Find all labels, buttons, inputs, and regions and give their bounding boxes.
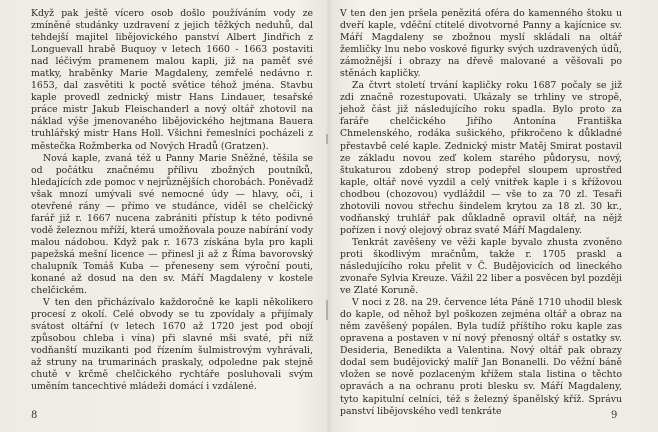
gutter-mark — [326, 300, 328, 320]
left-paragraph-3: V ten den přicházívalo každoročně ke kapli několikero procesí z okolí. Celé obvody se tu zpovídaly a přijímaly svátost oltářní (v letech 1670 až 1720 jest pod obojí způsobou chleba i vína) při slavné mši svaté, při níž vodňanští muzikanti pod řízením šulmistrovým vyhrávali, až struny na trumarinách praskaly, odpoledne pak stejně chutě v krčmě chelčického rychtáře posluhovali svým uměním tancechtivé mládeži domácí i vzdálené. — [31, 297, 313, 393]
left-page — [31, 8, 313, 410]
page-number-left: 8 — [31, 410, 38, 421]
gutter-mark — [326, 134, 328, 144]
left-paragraph-1: Když pak ještě vícero osob došlo používáním vody ze zmíněné studánky uzdravení z jejich těžkých neduhů, dal tehdejší majitel libějovického panství Albert Jindřich z Longuevall hrabě Buquoy v letech 1660 - 1663 postaviti nad léčivým pramenem malou kapli, již na paměť své matky, hraběnky Marie Magdaleny, zemřelé nedávno r. 1653, dal zasvětiti k poctě světice téhož jména. Stavbu kaple provedl zednický mistr Hans Lindauer, tesařské práce mistr Jakub Fleischanderl a nový oltář zhotovil na náklad výše jmenovaného libějovického hejtmana Bauera truhlářský mistr Hans Holl. Všichni řemeslníci pocházeli z městečka Rožmberka od Nových Hradů (Gratzen). — [31, 8, 313, 152]
page-number-right: 9 — [611, 410, 618, 421]
right-page — [340, 8, 622, 417]
right-paragraph-3: Tenkrát zavěšeny ve věži kaple byvalo zhusta zvoněno proti škodlivým mračnům, takže r. 1705 praskl a následujícího roku přelit v Č. Budějovicích od lineckého zvonaře Sylvia Kreuze. Vážil 22 liber a posvěcen byl později ve Zlaté Koruně. — [340, 236, 622, 297]
right-paragraph-2: Za čtvrt století trvání kapličky roku 1687 počaly se již zdi značně rozestupovati. Ukázaly se trhliny ve stropě, jehož část již následujícího roku spadla. Bylo proto za faráře chelčického Jiřího Antonína Františka Chmelenského, rodáka sušického, přikročeno k důkladné přestavbě celé kaple. Zednický mistr Matěj Smirat postavil ze základu novou zeď kolem starého půdorysu, nový, štukaturou zdobený strop podepřel sloupem uprostřed kaple, oltář nové vyzdil a celý vnitřek kaple i s křížovou chodbou (chozovou) vydláždil — vše to za 70 zl. Tesaři zhotovili novou střechu šindelem krytou za 18 zl. 30 kr., vodňanský truhlář pak důkladně opravil oltář, na nějž pořízen i nový olejový obraz svaté Máří Magdaleny. — [340, 80, 622, 236]
left-paragraph-2: Nová kaple, zvaná též u Panny Marie Sněžné, těšila se od počátku značnému přílivu zbožných poutníků, hledajících zde pomoc v nejrůznějších chorobách. Poněvadž však mnozí umývali své nemocné údy — hlavy, oči, i otevřené rány — přímo ve studánce, viděl se chelčický farář již r. 1667 nucena zabrániti přístup k této podivné vodě železnou mříží, která umožňovala pouze nabírání vody malou nádobou. Když pak r. 1673 získána byla pro kapli papežská mešní licence — přinesl ji až z Říma bavorovský chalupník Tomáš Kuba — přeneseny sem výroční pouti, konané až dosud na den sv. Máří Magdaleny v kostele chelčickém. — [31, 152, 313, 297]
right-paragraph-1: V ten den jen pršela penězitá oféra do kamenného štoku u dveří kaple, vděční ctitelé divotvorné Panny a kajícnice sv. Máří Magdaleny se zbožnou myslí skládali na oltář žemličky lnu nebo voskové figurky svých uzdravených údů, zámožnější i obrazy na dřevě malované a věšovali po stěnách kapličky. — [340, 8, 622, 80]
right-paragraph-4: V noci z 28. na 29. července léta Páně 1710 uhodil blesk do kaple, od něhož byl poškozen zejména oltář a obraz na něm zavěšený popálen. Byla tudíž příštího roku kaple zas opravena a postaven v ní nový přenosný oltář s ostatky sv. Desideria, Benedikta a Valentina. Nový oltář pak obrazy dodal sem budějovický malíř Jan Bonanelli. Do věžní báně vložen se nově pozlaceným křížem stala listina o těchto opravách a na ochranu proti blesku sv. Máří Magdaleny, tyto kapitulní celníci, též s železný španělský kříž. Správu panství libějovského vedl tenkráte — [340, 297, 622, 417]
